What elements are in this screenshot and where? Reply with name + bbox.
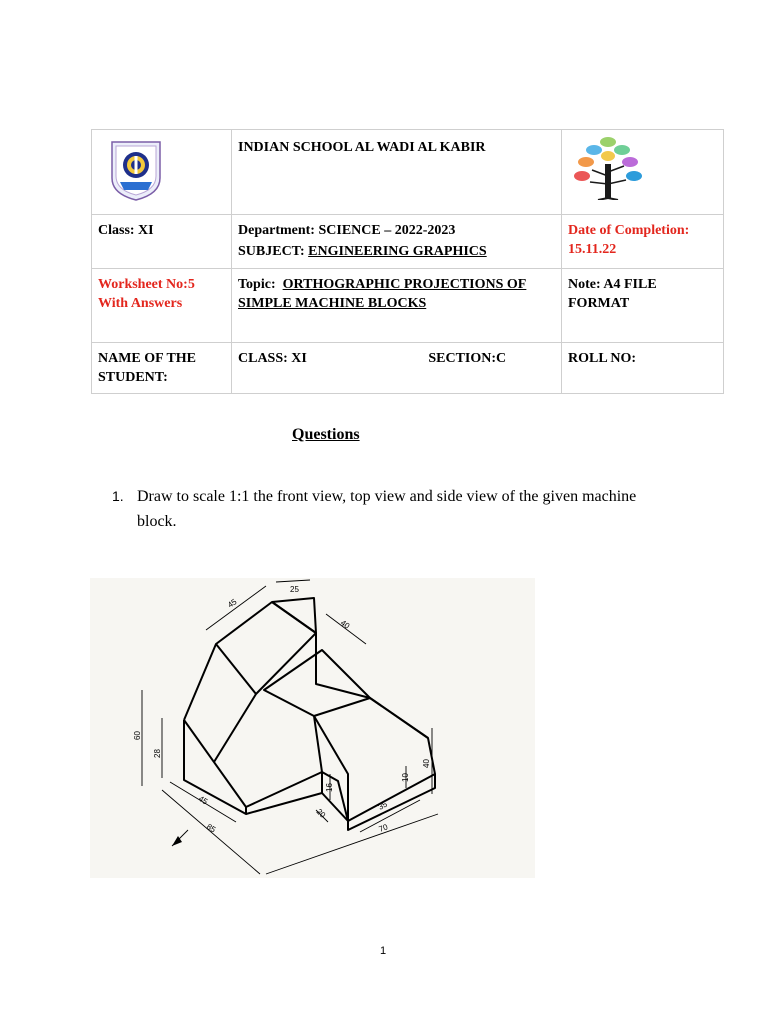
- note-cell: [562, 269, 724, 343]
- header-table: [91, 129, 724, 394]
- section-field: SECTION:C: [428, 351, 507, 366]
- date-label: Date of Completion:: [568, 223, 690, 238]
- tree-graphic-cell: [562, 130, 724, 215]
- subject-name: ENGINEERING GRAPHICS: [308, 244, 487, 259]
- topic-title-1: ORTHOGRAPHIC PROJECTIONS OF: [282, 277, 527, 292]
- topic-cell: [232, 269, 562, 343]
- student-name-cell: [92, 343, 232, 394]
- worksheet-number: Worksheet No:5: [98, 277, 195, 292]
- dim-base-height: 28: [153, 749, 162, 758]
- dim-base-depth: 45: [196, 794, 210, 807]
- dim-right-width: 35: [376, 799, 389, 812]
- dim-step-height: 16: [325, 783, 334, 792]
- dim-top-front-width: 45: [225, 597, 239, 610]
- worksheet-cell: [92, 269, 232, 343]
- student-name-label: NAME OF THE STUDENT:: [98, 351, 197, 385]
- note-label: Note: A4 FILE FORMAT: [568, 277, 657, 311]
- page-number: 1: [380, 945, 387, 957]
- date-value: 15.11.22: [568, 242, 617, 257]
- school-name: INDIAN SCHOOL AL WADI AL KABIR: [238, 140, 486, 155]
- dim-total-length: 70: [377, 822, 390, 834]
- department-cell: [232, 215, 562, 269]
- dim-step-width: 20: [314, 807, 328, 820]
- topic-line-1: [238, 275, 555, 294]
- machine-block-isometric-drawing: [90, 578, 535, 878]
- school-logo-icon: [106, 138, 166, 202]
- class-label: Class: XI: [98, 223, 154, 238]
- dim-total-depth: 85: [204, 822, 218, 835]
- dim-top-depth: 25: [290, 585, 299, 594]
- with-answers-label: With Answers: [98, 296, 183, 311]
- subject-prefix: SUBJECT:: [238, 244, 309, 259]
- roll-number-label: ROLL NO:: [568, 351, 637, 366]
- question-number: 1.: [112, 488, 124, 504]
- class-cell: [92, 215, 232, 269]
- school-logo-cell: [92, 130, 232, 215]
- dim-total-height: 60: [133, 731, 142, 740]
- date-cell: [562, 215, 724, 269]
- question-text: Draw to scale 1:1 the front view, top view and side view of the given machine block.: [137, 488, 637, 530]
- dim-lip-height: 10: [401, 773, 410, 782]
- class-section-cell: [232, 343, 562, 394]
- subject-line: [238, 242, 555, 261]
- roll-number-cell: [562, 343, 724, 394]
- questions-heading: Questions: [292, 426, 360, 443]
- class-field: CLASS: XI: [238, 351, 307, 366]
- school-name-cell: [232, 130, 562, 215]
- dim-right-height: 40: [422, 759, 431, 768]
- department-label: Department: SCIENCE – 2022-2023: [238, 223, 456, 238]
- knowledge-tree-icon: [568, 136, 648, 200]
- topic-title-2: SIMPLE MACHINE BLOCKS: [238, 296, 427, 311]
- topic-prefix: Topic:: [238, 277, 283, 292]
- dim-rear-length: 40: [338, 618, 352, 631]
